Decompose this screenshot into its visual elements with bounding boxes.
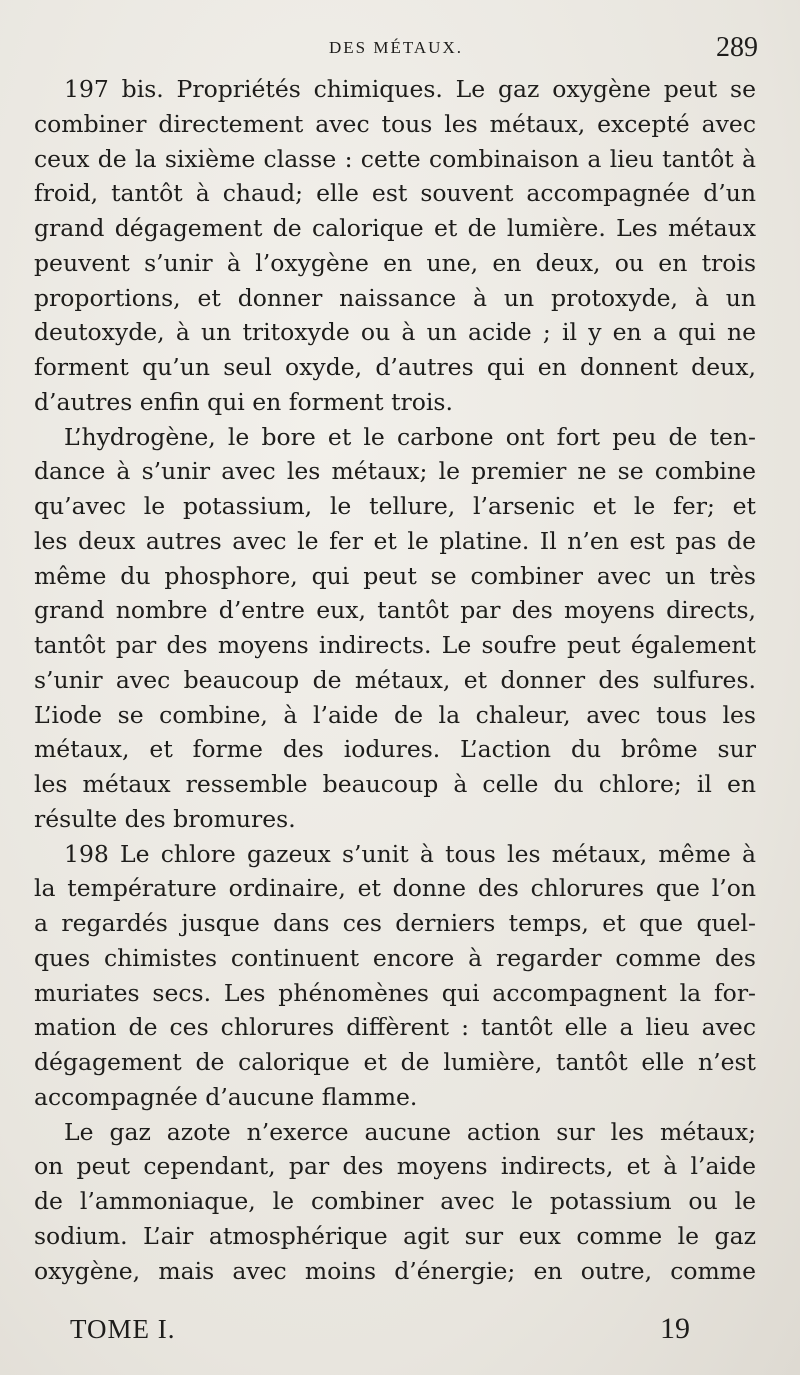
text-line: tantôt par des moyens indirects. Le soufre peut également <box>34 631 756 659</box>
text-line: grand dégagement de calorique et de lumière. Les métaux <box>34 214 756 242</box>
text-line: 198 Le chlore gazeux s’unit à tous les métaux, même à <box>64 839 756 868</box>
text-line: dégagement de calorique et de lumière, tantôt elle n’est <box>34 1048 756 1076</box>
text-line: combiner directement avec tous les métaux, excepté avec <box>34 109 756 138</box>
text-line: muriates secs. Les phénomènes qui accompagnent la for- <box>34 978 756 1007</box>
text-line: même du phosphore, qui peut se combiner avec un très <box>34 561 756 590</box>
page-number: 289 <box>716 32 758 63</box>
body-text <box>34 72 756 1288</box>
text-line: L’iode se combine, à l’aide de la chaleur, avec tous les <box>34 700 756 729</box>
text-line: Le gaz azote n’exerce aucune action sur les métaux; <box>64 1117 756 1146</box>
volume-label: TOME I. <box>70 1314 176 1344</box>
text-line: qu’avec le potassium, le tellure, l’arsenic et le fer; et <box>34 492 756 520</box>
text-line: proportions, et donner naissance à un protoxyde, à un <box>34 283 756 312</box>
page-header <box>34 32 758 66</box>
signature-mark: 19 <box>660 1312 690 1345</box>
text-line: froid, tantôt à chaud; elle est souvent accompagnée d’un <box>34 179 756 208</box>
running-head: DES MÉTAUX. <box>329 38 463 57</box>
text-line: les métaux ressemble beaucoup à celle du chlore; il en <box>34 770 756 798</box>
text-line: 197 bis. Propriétés chimiques. Le gaz oxygène peut se <box>64 75 756 103</box>
text-line: sodium. L’air atmosphérique agit sur eux comme le gaz <box>34 1221 756 1250</box>
text-line: peuvent s’unir à l’oxygène en une, en deux, ou en trois <box>34 248 756 277</box>
page-footer <box>70 1314 690 1354</box>
text-line: résulte des bromures. <box>34 804 296 833</box>
text-line: forment qu’un seul oxyde, d’autres qui en donnent deux, <box>34 353 756 381</box>
text-line: d’autres enfin qui en forment trois. <box>34 387 453 416</box>
text-line: on peut cependant, par des moyens indirects, et à l’aide <box>34 1152 756 1181</box>
text-line: dance à s’unir avec les métaux; le premier ne se combine <box>34 457 756 486</box>
text-line: grand nombre d’entre eux, tantôt par des moyens directs, <box>34 596 756 625</box>
text-line: métaux, et forme des iodures. L’action du brôme sur <box>34 735 756 764</box>
text-line: mation de ces chlorures diffèrent : tantôt elle a lieu avec <box>34 1013 756 1042</box>
text-line: s’unir avec beaucoup de métaux, et donner des sulfures. <box>34 665 756 694</box>
text-line: L’hydrogène, le bore et le carbone ont fort peu de ten- <box>64 422 756 451</box>
text-line: de l’ammoniaque, le combiner avec le potassium ou le <box>34 1187 756 1215</box>
text-line: ceux de la sixième classe : cette combinaison a lieu tantôt à <box>34 144 756 173</box>
text-line: les deux autres avec le fer et le platine. Il n’en est pas de <box>34 526 756 555</box>
text-line: ques chimistes continuent encore à regarder comme des <box>34 943 756 972</box>
text-line: deutoxyde, à un tritoxyde ou à un acide ; il y en a qui ne <box>34 318 756 347</box>
text-line: oxygène, mais avec moins d’énergie; en outre, comme <box>34 1256 756 1285</box>
text-line: la température ordinaire, et donne des chlorures que l’on <box>34 874 756 903</box>
text-line: a regardés jusque dans ces derniers temps, et que quel- <box>34 909 756 937</box>
text-line: accompagnée d’aucune flamme. <box>34 1082 418 1111</box>
